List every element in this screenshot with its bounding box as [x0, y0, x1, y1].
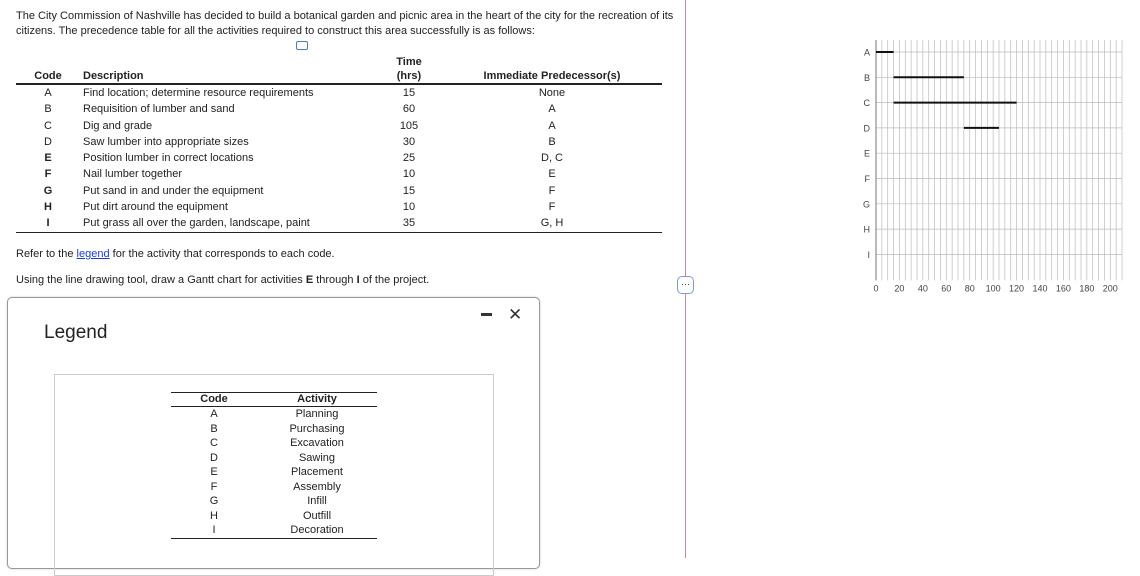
- legend-table-container: [54, 374, 494, 576]
- legend-code: D: [210, 451, 218, 464]
- row-predecessors: A: [548, 119, 556, 132]
- legend-row: [171, 494, 377, 509]
- legend-activity: Decoration: [257, 523, 377, 538]
- row-description: Put dirt around the equipment: [83, 201, 228, 214]
- gantt-y-tick-label: H: [863, 224, 870, 235]
- row-time: 35: [376, 215, 442, 232]
- row-code: E: [44, 152, 52, 165]
- gantt-y-tick-label: B: [863, 72, 870, 83]
- gantt-y-tick-label: G: [862, 199, 870, 210]
- table-row: [16, 183, 662, 199]
- gantt-x-tick-label: 100: [985, 283, 1001, 294]
- legend-row: [171, 465, 377, 480]
- gantt-x-tick-label: 160: [1055, 283, 1071, 294]
- row-predecessors: G, H: [442, 215, 662, 232]
- legend-row: [171, 422, 377, 437]
- legend-row: [171, 480, 377, 495]
- row-time: 15: [402, 87, 416, 99]
- row-code: C: [44, 119, 52, 132]
- legend-code: I: [171, 523, 257, 538]
- table-row: [16, 215, 662, 232]
- row-description: Find location; determine resource requirements: [83, 87, 314, 99]
- legend-activity: Sawing: [298, 451, 336, 464]
- header-predecessors: Immediate Predecessor(s): [442, 55, 662, 84]
- row-code: D: [44, 135, 52, 148]
- precedence-table: [16, 55, 662, 233]
- legend-code: A: [210, 408, 218, 420]
- legend-row: [171, 407, 377, 422]
- gantt-y-tick-label: D: [863, 123, 870, 134]
- row-description: Dig and grade: [83, 119, 153, 132]
- table-row: [16, 199, 662, 215]
- gantt-y-tick-label: C: [863, 98, 870, 109]
- gantt-x-tick-label: 40: [917, 283, 928, 294]
- gantt-y-tick-label: E: [863, 148, 870, 159]
- table-row: [16, 166, 662, 182]
- panel-resize-handle[interactable]: ⋯: [677, 276, 694, 294]
- row-time: 25: [402, 152, 416, 165]
- legend-code: H: [210, 509, 218, 522]
- gantt-x-tick-label: 0: [873, 283, 879, 294]
- legend-row: [171, 509, 377, 524]
- legend-activity: Infill: [307, 495, 327, 507]
- gantt-y-tick-label: A: [863, 47, 870, 58]
- table-row: [16, 84, 662, 101]
- row-description: Put grass all over the garden, landscape, paint: [80, 215, 376, 232]
- row-predecessors: D, C: [541, 152, 563, 165]
- gantt-x-tick-label: 80: [964, 283, 975, 294]
- row-code: G: [43, 184, 53, 197]
- refer-text: Refer to the legend for the activity that corresponds to each code.: [16, 248, 335, 260]
- legend-activity: Excavation: [290, 437, 344, 449]
- precedence-table-body: [16, 84, 662, 232]
- legend-activity: Outfill: [302, 509, 332, 522]
- legend-code: B: [210, 422, 218, 435]
- legend-title: Legend: [44, 322, 108, 343]
- row-predecessors: E: [548, 168, 556, 181]
- legend-code: E: [210, 466, 218, 478]
- problem-intro: The City Commission of Nashville has decided to build a botanical garden and picnic area in the heart of the city for the recreation of its citizens. The precedence table for all the activities required to construct this area successfully is as follows:: [16, 10, 674, 37]
- gantt-x-tick-label: 120: [1009, 283, 1025, 294]
- header-code: Code: [16, 55, 80, 84]
- gantt-x-tick-label: 140: [1032, 283, 1048, 294]
- row-description: Position lumber in correct locations: [83, 152, 254, 165]
- gantt-x-tick-label: 180: [1079, 283, 1095, 294]
- row-code: F: [44, 168, 52, 181]
- row-description: Saw lumber into appropriate sizes: [83, 135, 249, 148]
- header-time: Time (hrs): [376, 55, 442, 84]
- row-predecessors: B: [548, 135, 556, 148]
- row-time: 10: [402, 201, 416, 214]
- legend-header-activity: Activity: [257, 393, 377, 407]
- table-row: [16, 150, 662, 166]
- edit-icon[interactable]: [296, 41, 308, 50]
- row-predecessors: F: [548, 201, 556, 214]
- legend-code: G: [209, 495, 219, 507]
- header-description: Description: [80, 55, 376, 84]
- legend-row: [171, 523, 377, 538]
- minimize-icon[interactable]: [481, 313, 492, 316]
- legend-activity: Purchasing: [289, 422, 345, 435]
- legend-table: [171, 392, 377, 539]
- legend-row: [171, 436, 377, 451]
- table-row: [16, 118, 662, 134]
- legend-window: [7, 297, 540, 569]
- table-row: [16, 101, 662, 117]
- gantt-x-tick-label: 200: [1102, 283, 1118, 294]
- legend-activity: Assembly: [293, 480, 341, 493]
- legend-header-row: [171, 393, 377, 407]
- legend-activity: Planning: [295, 408, 339, 420]
- gantt-x-tick-label: 60: [941, 283, 952, 294]
- legend-table-body: [171, 407, 377, 539]
- row-code: A: [44, 87, 52, 99]
- row-description: Put sand in and under the equipment: [83, 184, 264, 197]
- row-description: Nail lumber together: [83, 168, 183, 181]
- legend-header-code: Code: [171, 393, 257, 407]
- gantt-y-tick-label: F: [864, 174, 870, 184]
- row-code: B: [44, 103, 52, 116]
- row-time: 30: [402, 135, 416, 148]
- row-time: 105: [399, 119, 419, 132]
- legend-code: F: [210, 480, 218, 493]
- row-time: 60: [402, 103, 416, 116]
- gantt-x-tick-label: 20: [894, 283, 905, 294]
- instruction-text: Using the line drawing tool, draw a Gantt chart for activities E through I of the project.: [16, 274, 430, 286]
- row-description: Requisition of lumber and sand: [83, 103, 235, 116]
- gantt-y-tick-label: I: [867, 249, 870, 260]
- row-code: H: [44, 201, 52, 214]
- row-predecessors: F: [548, 184, 556, 197]
- row-predecessors: A: [548, 103, 556, 116]
- row-time: 15: [402, 184, 416, 197]
- row-time: 10: [402, 168, 416, 181]
- legend-code: C: [210, 437, 218, 449]
- precedence-header-row: [16, 55, 662, 84]
- row-predecessors: None: [538, 87, 566, 99]
- legend-activity: Placement: [291, 466, 343, 478]
- legend-link[interactable]: legend: [76, 248, 110, 260]
- table-row: [16, 134, 662, 150]
- close-icon[interactable]: ✕: [508, 305, 523, 324]
- legend-row: [171, 451, 377, 466]
- row-code: I: [16, 215, 80, 232]
- gantt-chart[interactable]: [860, 40, 1130, 300]
